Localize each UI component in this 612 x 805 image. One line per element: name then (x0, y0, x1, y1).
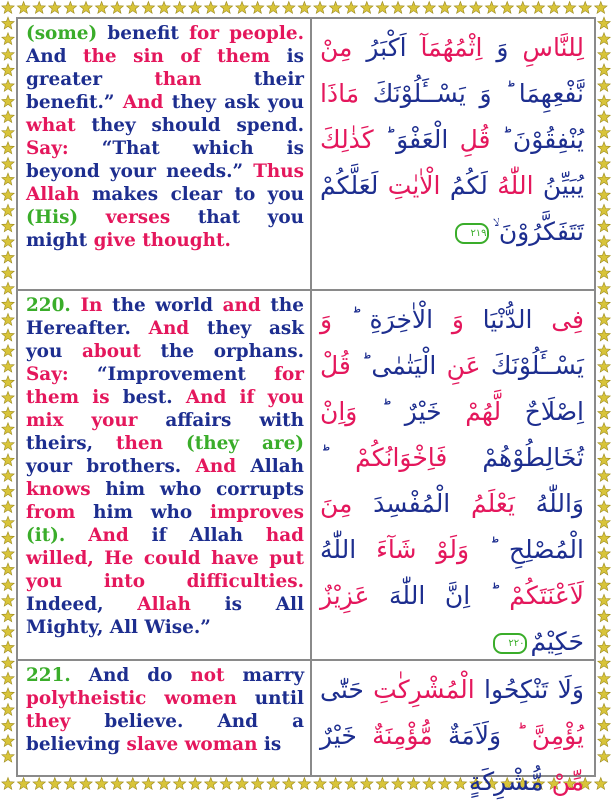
star-icon (236, 2, 248, 14)
translation-segment: And (65, 525, 129, 546)
arabic-segment: لَكُمُ (440, 171, 498, 200)
star-icon (439, 778, 451, 790)
star-icon (2, 329, 14, 341)
arabic-segment: الْمُشْرِكٰتِ (373, 675, 475, 704)
arabic-segment: يُؤْمِنَّ ؕ (516, 721, 584, 750)
star-icon (598, 516, 610, 528)
star-icon (111, 778, 123, 790)
translation-segment: if Allah (128, 525, 266, 546)
star-icon (598, 298, 610, 310)
star-icon (2, 719, 14, 731)
star-icon (598, 548, 610, 560)
star-icon (598, 454, 610, 466)
star-icon (2, 345, 14, 357)
star-icon (95, 2, 107, 14)
translation-segment: Thus Allah (26, 161, 304, 205)
star-icon (111, 2, 123, 14)
star-icon (2, 516, 14, 528)
star-icon (598, 80, 610, 92)
star-icon (598, 563, 610, 575)
star-icon (598, 111, 610, 123)
star-icon (2, 282, 14, 294)
star-icon (598, 189, 610, 201)
arabic-segment: قُلِ (459, 125, 491, 154)
star-icon (80, 2, 92, 14)
translation-segment: what (26, 115, 76, 136)
star-icon (283, 778, 295, 790)
star-icon (598, 267, 610, 279)
star-icon (220, 778, 232, 790)
ayah-number-marker: ٢١٩ (455, 223, 489, 244)
star-icon (532, 2, 544, 14)
star-icon (298, 778, 310, 790)
verse-row-221 (18, 659, 594, 796)
star-icon (2, 267, 14, 279)
star-icon (267, 2, 279, 14)
arabic-segment: لِلنَّاسِ (522, 33, 584, 62)
translation-segment: they should spend. (75, 115, 304, 136)
arabic-segment: مُّشْرِكَةٍ (468, 767, 552, 796)
star-icon (2, 189, 14, 201)
star-icon (598, 657, 610, 669)
star-icon (95, 778, 107, 790)
arabic-segment: نَّفْعِهِمَا ؕ وَ يَسْــَٔلُوْنَكَ (359, 79, 584, 108)
translation-segment: for them is (26, 364, 304, 408)
star-icon (485, 2, 497, 14)
star-icon (2, 314, 14, 326)
star-icon (598, 672, 610, 684)
english-translation (18, 661, 310, 775)
star-icon (563, 2, 575, 14)
arabic-segment: اَكْبَرُ (352, 33, 421, 62)
translation-segment: they ask you (26, 318, 304, 362)
star-icon (2, 298, 14, 310)
star-icon (598, 220, 610, 232)
star-icon (598, 64, 610, 76)
arabic-segment: يُنْفِقُوْنَ ؕ (490, 125, 585, 154)
star-icon (392, 778, 404, 790)
translation-segment: then (116, 433, 163, 454)
arabic-segment: لَعَلَّكُمْ تَتَفَكَّرُوْنَ ۙ (320, 171, 584, 246)
arabic-segment: ؕ اِنَّ اللّٰهَ (369, 581, 510, 610)
star-icon (345, 778, 357, 790)
translation-segment: (His) (26, 207, 79, 228)
translation-segment: for people. (189, 23, 305, 44)
arabic-segment: وَ (482, 33, 523, 62)
arabic-segment: حَتّٰى (320, 675, 374, 704)
star-icon (407, 2, 419, 14)
star-icon (2, 532, 14, 544)
arabic-segment: خَيْرٌ ؕ (357, 397, 466, 426)
star-icon (598, 501, 610, 513)
star-icon (598, 641, 610, 653)
arabic-text (312, 291, 594, 659)
star-icon (2, 454, 14, 466)
arabic-segment: قُلْ (320, 351, 351, 380)
star-icon (423, 778, 435, 790)
translation-segment: Indeed, (26, 594, 138, 615)
star-icon (2, 251, 14, 263)
star-icon (598, 735, 610, 747)
translation-segment: And do (70, 665, 191, 686)
verse-row-220 (18, 289, 594, 659)
star-icon (598, 392, 610, 404)
star-icon (2, 64, 14, 76)
star-icon (598, 204, 610, 216)
english-translation (18, 291, 310, 659)
arabic-segment: يَسْــَٔلُوْنَكَ (480, 351, 584, 380)
arabic-segment: مَاذَا (320, 79, 360, 108)
translation-segment: the orphans. (140, 341, 304, 362)
star-icon (298, 2, 310, 14)
star-icon (17, 2, 29, 14)
arabic-segment: اِصْلَاحٌ (501, 397, 584, 426)
arabic-segment: اللّٰهُ (320, 535, 377, 564)
star-icon (49, 2, 61, 14)
star-icon (2, 392, 14, 404)
star-icon (283, 2, 295, 14)
star-icon (598, 719, 610, 731)
arabic-segment: عَنِ (446, 351, 481, 380)
star-icon (329, 2, 341, 14)
star-icon (595, 778, 607, 790)
star-icon (598, 579, 610, 591)
arabic-segment: كَذٰلِكَ (320, 125, 374, 154)
arabic-segment: الْاٰخِرَةِ ؕ (332, 305, 452, 334)
star-icon (598, 142, 610, 154)
star-icon (314, 778, 326, 790)
star-icon (598, 345, 610, 357)
star-icon (205, 2, 217, 14)
star-icon (2, 360, 14, 372)
star-icon (2, 579, 14, 591)
translation-segment: Say: (26, 364, 69, 385)
star-icon (189, 2, 201, 14)
star-icon (158, 2, 170, 14)
translation-segment: And (26, 46, 84, 67)
star-icon (2, 704, 14, 716)
star-icon (2, 501, 14, 513)
star-icon (598, 314, 610, 326)
star-icon (2, 158, 14, 170)
star-icon (2, 594, 14, 606)
star-icon (2, 688, 14, 700)
star-icon (598, 17, 610, 29)
translation-segment: your brothers. (26, 456, 196, 477)
star-icon (598, 610, 610, 622)
translation-segment: “That which is beyond your needs.” (26, 138, 304, 182)
translation-segment: from (26, 502, 76, 523)
arabic-text (312, 19, 594, 289)
star-icon (423, 2, 435, 14)
star-icon (80, 778, 92, 790)
star-icon (598, 360, 610, 372)
star-icon (598, 95, 610, 107)
star-icon (2, 548, 14, 560)
arabic-segment: وَ (320, 305, 333, 334)
star-icon (595, 2, 607, 14)
translation-segment: they ask you (163, 92, 304, 113)
arabic-segment: عَزِيْزٌ (320, 581, 370, 610)
translation-segment: benefit (97, 23, 190, 44)
star-icon (2, 2, 14, 14)
star-icon (2, 641, 14, 653)
arabic-text (312, 661, 594, 796)
star-icon (470, 2, 482, 14)
arabic-segment: فَاِخْوَانُكُمْ (355, 443, 448, 472)
star-icon (2, 95, 14, 107)
star-icon (598, 423, 610, 435)
translation-segment: not (190, 665, 225, 686)
star-icon (598, 376, 610, 388)
arabic-segment: مِنَ (320, 489, 353, 518)
star-icon (2, 563, 14, 575)
translation-segment: slave woman (126, 734, 258, 755)
arabic-segment: الْمُفْسِدَ (352, 489, 471, 518)
arabic-segment: تُخَالِطُوْهُمْ (447, 443, 584, 472)
star-icon (598, 704, 610, 716)
translation-segment: is (257, 734, 282, 755)
star-icon (598, 282, 610, 294)
arabic-segment: الْعَفْوَ ؕ (373, 125, 460, 154)
translation-segment: is All Mighty, All Wise.” (26, 594, 304, 638)
translation-segment: him who (75, 502, 210, 523)
star-icon (2, 423, 14, 435)
arabic-segment: لَاَعْنَتَكُمْ (509, 581, 584, 610)
star-icon (598, 532, 610, 544)
arabic-segment: اللّٰهُ (497, 171, 534, 200)
translation-segment: about (81, 341, 141, 362)
translation-segment: And if you mix your (26, 387, 304, 431)
star-icon (376, 2, 388, 14)
arabic-segment: ؕ وَاللّٰهُ (320, 443, 584, 518)
star-icon (267, 778, 279, 790)
verse-row-219 (18, 19, 594, 289)
star-icon (598, 158, 610, 170)
translation-segment: that you might (26, 207, 305, 251)
star-icon (579, 2, 591, 14)
arabic-segment: مِنْ (320, 33, 353, 62)
arabic-segment: وَلَا تَنْكِحُوا (474, 675, 584, 704)
translation-segment: until (236, 688, 304, 709)
star-icon (2, 470, 14, 482)
star-icon (2, 236, 14, 248)
star-icon (329, 778, 341, 790)
arabic-segment: خَيْرٌ (320, 721, 373, 750)
star-icon (2, 173, 14, 185)
translation-segment: and (222, 295, 261, 316)
star-icon (220, 2, 232, 14)
star-icon (407, 778, 419, 790)
star-icon (158, 778, 170, 790)
star-icon (173, 2, 185, 14)
star-icon (2, 376, 14, 388)
star-icon (598, 173, 610, 185)
star-icon (189, 778, 201, 790)
arabic-segment: اِثْمُهُمَآ (420, 33, 483, 62)
translation-segment: polytheistic women (26, 688, 237, 709)
star-icon (142, 2, 154, 14)
arabic-segment: يَعْلَمُ (471, 489, 515, 518)
translation-segment: “Improvement (68, 364, 275, 385)
star-icon (127, 2, 139, 14)
arabic-segment: حَكِيْمٌ (530, 627, 584, 656)
star-icon (345, 2, 357, 14)
translation-segment: the world (102, 295, 223, 316)
star-icon (598, 251, 610, 263)
star-icon (205, 778, 217, 790)
star-icon (598, 594, 610, 606)
star-icon (598, 48, 610, 60)
star-icon (2, 626, 14, 638)
star-icon (2, 610, 14, 622)
star-icon (598, 438, 610, 450)
arabic-segment: يُبَيِّنُ (533, 171, 584, 200)
star-icon (2, 142, 14, 154)
english-translation (18, 19, 310, 289)
star-icon (598, 126, 610, 138)
star-icon (33, 2, 45, 14)
star-icon (2, 778, 14, 790)
star-icon (454, 2, 466, 14)
arabic-segment: الْيَتٰمٰى ؕ (350, 351, 447, 380)
star-icon (517, 2, 529, 14)
star-icon (173, 778, 185, 790)
star-icon (548, 2, 560, 14)
star-icon (361, 2, 373, 14)
star-icon (454, 778, 466, 790)
star-icon (598, 407, 610, 419)
star-icon (2, 438, 14, 450)
arabic-segment: وَاِنْ (320, 397, 358, 426)
translation-segment: the Hereafter. (26, 295, 304, 339)
translation-segment: had willed, He could have put you into difficulties. (26, 525, 304, 592)
translation-segment: give thought. (93, 230, 231, 251)
star-icon (17, 778, 29, 790)
star-icon (598, 329, 610, 341)
translation-segment: 221. (26, 665, 71, 686)
translation-segment: (they are) (162, 433, 304, 454)
translation-segment: And (195, 456, 237, 477)
star-icon (2, 672, 14, 684)
star-icon (64, 778, 76, 790)
star-icon (598, 750, 610, 762)
star-icon (251, 778, 263, 790)
ayah-number-marker: ٢٢٠ (493, 633, 527, 654)
translation-segment: Say: (26, 138, 69, 159)
translation-segment: makes clear to you (79, 184, 304, 205)
star-icon (2, 485, 14, 497)
star-icon (598, 688, 610, 700)
translation-segment: him who corrupts (90, 479, 304, 500)
star-icon (2, 407, 14, 419)
translation-segment: And (122, 92, 164, 113)
translation-segment: than (154, 69, 202, 90)
arabic-segment: وَلَوْ شَآءَ (376, 535, 470, 564)
translation-segment: marry (224, 665, 304, 686)
page (16, 17, 596, 796)
star-icon (2, 204, 14, 216)
star-icon (598, 470, 610, 482)
star-icon (2, 111, 14, 123)
translation-segment: knows (26, 479, 91, 500)
star-icon (64, 2, 76, 14)
star-icon (2, 220, 14, 232)
arabic-segment: الْاٰيٰتِ (387, 171, 441, 200)
star-icon (142, 778, 154, 790)
arabic-segment: مُّؤْمِنَةٌ (372, 721, 433, 750)
star-icon (49, 778, 61, 790)
arabic-segment: فِى (551, 305, 584, 334)
star-icon (127, 778, 139, 790)
star-icon (598, 485, 610, 497)
translation-segment: In (70, 295, 103, 316)
star-icon (2, 750, 14, 762)
translation-segment: best. (109, 387, 186, 408)
translation-segment: Allah (236, 456, 304, 477)
star-icon (33, 778, 45, 790)
star-icon (439, 2, 451, 14)
star-icon (2, 126, 14, 138)
translation-segment: is greater (26, 46, 304, 90)
translation-segment: they (26, 711, 71, 732)
arabic-segment: مِّنْ (551, 767, 584, 796)
translation-segment: (some) (26, 23, 98, 44)
translation-segment: Allah (137, 594, 191, 615)
star-icon (2, 735, 14, 747)
arabic-segment: الدُّنْيَا (463, 305, 552, 334)
star-icon (236, 778, 248, 790)
star-icon (361, 778, 373, 790)
arabic-segment: وَ (451, 305, 464, 334)
star-icon (598, 33, 610, 45)
star-icon (2, 17, 14, 29)
star-icon (392, 2, 404, 14)
translation-segment: improves (209, 502, 304, 523)
translation-segment: the sin of them (83, 46, 271, 67)
star-icon (2, 33, 14, 45)
translation-segment: their benefit.” (26, 69, 304, 113)
arabic-segment: وَلَاَمَةٌ (432, 721, 517, 750)
arabic-segment: لَّهُمْ (465, 397, 502, 426)
translation-segment: 220. (26, 295, 71, 316)
star-icon (251, 2, 263, 14)
star-icon (314, 2, 326, 14)
arabic-segment: الْمُصْلِحِ ؕ (469, 535, 584, 564)
star-icon (376, 778, 388, 790)
translation-segment: And (148, 318, 190, 339)
star-icon (2, 657, 14, 669)
translation-segment: believe. And a believing (26, 711, 304, 755)
star-icon (598, 626, 610, 638)
star-icon (598, 236, 610, 248)
star-icon (501, 2, 513, 14)
star-icon (2, 80, 14, 92)
translation-segment: (it). (26, 525, 66, 546)
translation-segment: affairs with theirs, (26, 410, 304, 454)
translation-segment: verses (78, 207, 171, 228)
star-icon (2, 48, 14, 60)
